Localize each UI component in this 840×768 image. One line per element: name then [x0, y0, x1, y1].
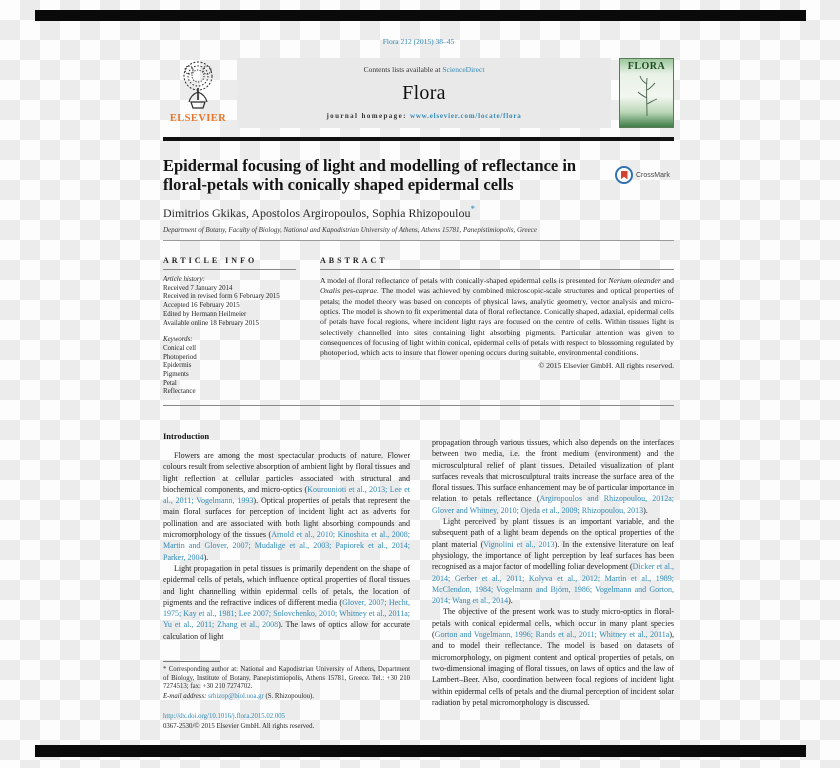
paragraph: Light propagation in petal tissues is primarily dependent on the shape of epidermal cells of petals, which influence optical properties of floral tissues and light channelling within epidermal cells of petals, the location of pigments and the refractive indices of different media (Glover, 2007; Hecht, 1975; Kay et al., 1981; Lee 2007; Solovchenko, 2010; Whitney et al., 2011a; Yu et al., 2011; Zhang et al., 2008). The laws of optics allow for accurate calculation of light [163, 563, 411, 641]
author-list: Dimitrios Gkikas, Apostolos Argiropoulos, Sophia Rhizopoulou* [163, 204, 475, 220]
elsevier-tree-icon [173, 97, 223, 114]
journal-citation-header[interactable]: Flora 212 (2015) 38–45 [382, 37, 455, 46]
keyword: Reflectance [163, 388, 196, 396]
crossmark-label: CrossMark [636, 171, 670, 179]
journal-homepage-link[interactable]: www.elsevier.com/locate/flora [409, 112, 522, 120]
abstract-rule [320, 269, 674, 270]
article-info-column [163, 256, 296, 397]
citation-link[interactable]: Vignolini et al., 2013 [483, 539, 555, 549]
abstract-text: A model of floral reflectance of petals with conically-shaped epidermal cells is presented for Nerium oleander and Oxalis pes-caprae. The model was achieved by combined microscopic-scale structures and optical properties of petals; the model theory was based on concepts of physical laws, analytic geometry, vector analysis and micro-optics. The model is shown to fit experimental data of floral reflectance. Conically shaped, adaxial, epidermal cells of petals have focal regions, where incident light rays are focused on the centre of cells. Within tissues light is selectively channelled into sites containing light absorbing pigments. Particular attention was given to consequences of focusing of light within conical, epidermal cells of petals with respect to blossoming regulated by photoperiod, which acts to insure that flower opening occurs during suitable, environmental conditions. [320, 276, 674, 358]
body-left-column [163, 431, 410, 768]
email-line: E-mail address: srhizop@biol.uoa.gr (S. Rhizopoulou). [163, 693, 315, 701]
citation-link[interactable]: Arnold et al., 2010; Kinoshita et al., 2008; Martin and Glover, 2007; Mudalige et al., 2003; Papiorek et al., 2014; Parker, 2004 [163, 530, 410, 562]
citation-link[interactable]: Gorton and Vogelmann, 1996; Rands et al., 2011; Whitney et al., 2011a [434, 630, 670, 640]
history-revised: Received in revised form 6 February 2015 [163, 293, 280, 301]
affiliation: Department of Botany, Faculty of Biology, National and Kapodistrian University of Athens, Athens 15781, Panepistimiopolis, Greece [163, 226, 537, 234]
issn-copyright-line: 0367-2530/© 2015 Elsevier GmbH. All rights reserved. [163, 722, 315, 730]
history-edited: Edited by Hermann Heilmeier [163, 310, 247, 318]
paragraph: Flowers are among the most spectacular products of nature. Flower colours result from selective absorption of ambient light by floral tissues and light reflection at cellular particles associated with structural and biochemical components, and micro-optics (Kourounioti et al., 2013; Lee et al., 2011; Vogelmann, 1993). Optical properties of petals that represent the main floral surfaces for perception of incident light act as adverts for pollination and are associated with both light absorbing compounds and micromorphology of the tissues (Arnold et al., 2010; Kinoshita et al., 2008; Martin and Glover, 2007; Mudalige et al., 2003; Papiorek et al., 2014; Parker, 2004). [163, 451, 411, 562]
info-abstract-section [163, 256, 674, 416]
cover-plant-icon [632, 103, 662, 120]
corresponding-author-mark[interactable]: * [470, 204, 475, 214]
keyword: Pigments [163, 371, 189, 379]
article-info-heading: ARTICLE INFO [163, 256, 258, 265]
body-right-column [432, 431, 674, 721]
history-accepted: Accepted 16 February 2015 [163, 302, 240, 310]
keyword: Conical cell [163, 344, 197, 352]
doi-link[interactable]: http://dx.doi.org/10.1016/j.flora.2015.02.005 [163, 713, 286, 720]
citation-link[interactable]: Dicker et al., 2014; Gerber et al., 2011; Kolyva et al., 2012; Martin et al., 1989; McClendon, 1984; Vogelmann and Björn, 1986; Vogelmann and Gorton, 2014; Wang et al., 2014 [432, 562, 675, 606]
contents-line: Contents lists available at ScienceDirect [363, 65, 485, 74]
title-divider [163, 240, 674, 241]
keyword: Photoperiod [163, 353, 197, 361]
keyword: Epidermis [163, 362, 192, 370]
journal-masthead [237, 58, 611, 128]
paragraph: Light perceived by plant tissues is an important variable, and the subsequent path of a light beam depends on the optical properties of the plant material (Vignolini et al., 2013). In the extensive literature on leaf physiology, the importance of light perception by leaf surfaces has been recognised as a major factor of modelling foliar development (Dicker et al., 2014; Gerber et al., 2011; Kolyva et al., 2012; Martin et al., 1989; McClendon, 1984; Vogelmann and Björn, 1986; Vogelmann and Gorton, 2014; Wang et al., 2014). [432, 517, 675, 606]
section-divider [163, 405, 674, 406]
crossmark-icon [615, 166, 633, 184]
introduction-heading: Introduction [163, 431, 210, 441]
crossmark-badge[interactable] [615, 164, 677, 186]
history-received: Received 7 January 2014 [163, 284, 233, 292]
header-rule [163, 137, 674, 141]
sciencedirect-link[interactable]: ScienceDirect [442, 65, 485, 74]
paragraph: propagation through various tissues, which also depends on the interfaces between two media, i.e. the front medium (environment) and the microsculptural relief of plant tissues. Detailed visualization of plant surfaces reveals that microsculptural traits increase the surface area of the floral tissues. This surface enhancement may be of particular importance in relation to petals reflectance (Argiropoulos and Rhizopoulou, 2012a; Glover and Whitney, 2010; Ojeda et al., 2009; Rhizopoulou, 2013). [432, 438, 674, 515]
imprint-block [163, 712, 410, 731]
corresponding-author-note: * Corresponding author at: National and Kapodistrian University of Athens, Department of Biology, Institute of Botany, Panepistimiopolis, Athens 15781, Greece. Tel.: +30 210 7274513; fax: +30 210 7274702. [163, 666, 410, 691]
history-label: Article history: [163, 276, 205, 283]
footnote-rule [163, 661, 220, 662]
abstract-copyright: © 2015 Elsevier GmbH. All rights reserved. [538, 360, 674, 370]
article-info-rule [163, 269, 296, 270]
abstract-heading: ABSTRACT [320, 256, 388, 265]
abstract-column [320, 256, 674, 370]
homepage-line: journal homepage: www.elsevier.com/locate/flora [326, 112, 522, 120]
journal-header [163, 58, 674, 128]
elsevier-wordmark: ELSEVIER [169, 113, 227, 124]
journal-cover-title: FLORA [627, 61, 666, 72]
article-title: Epidermal focusing of light and modelling of reflectance in floral-petals with conically shaped epidermal cells [163, 156, 577, 195]
keywords-label: Keywords: [163, 336, 193, 344]
journal-cover-thumbnail[interactable] [619, 58, 674, 128]
history-online: Available online 18 February 2015 [163, 319, 259, 327]
elsevier-logo[interactable] [163, 58, 233, 128]
citation-link[interactable]: Kourounioti et al., 2013; Lee et al., 2011; Vogelmann, 1993 [163, 484, 411, 506]
top-black-bar [35, 10, 806, 21]
keyword: Petal [163, 379, 177, 387]
paragraph: The objective of the present work was to study micro-optics in floral-petals with conical epidermal cells, which occur in many plant species (Gorton and Vogelmann, 1996; Rands et al., 2011; Whitney et al., 2011a), and to model their reflectance. The model is based on datasets of micromorphology, on pigment content and optical properties of petals, on two-dimensional imaging of floral tissues, on laws of optics and the law of Lambert–Beer. Also, coordination between focal regions of incident light within epidermal cells of petals and the diurnal perception of incident solar radiation by petal micromorphology is discussed. [432, 607, 674, 707]
footnote-block [163, 661, 410, 702]
journal-title: Flora [402, 81, 446, 104]
citation-link[interactable]: srhizop@biol.uoa.gr [208, 693, 264, 701]
citation-link[interactable]: Glover, 2007; Hecht, 1975; Kay et al., 1981; Lee 2007; Solovchenko, 2010; Whitney et al., 2011a; Yu et al., 2011; Zhang et al., 2008 [163, 597, 411, 630]
citation-link[interactable]: Argiropoulos and Rhizopoulou, 2012a; Glover and Whitney, 2010; Ojeda et al., 2009; Rhizopoulou, 2013 [432, 494, 674, 515]
bottom-black-bar [35, 745, 806, 757]
